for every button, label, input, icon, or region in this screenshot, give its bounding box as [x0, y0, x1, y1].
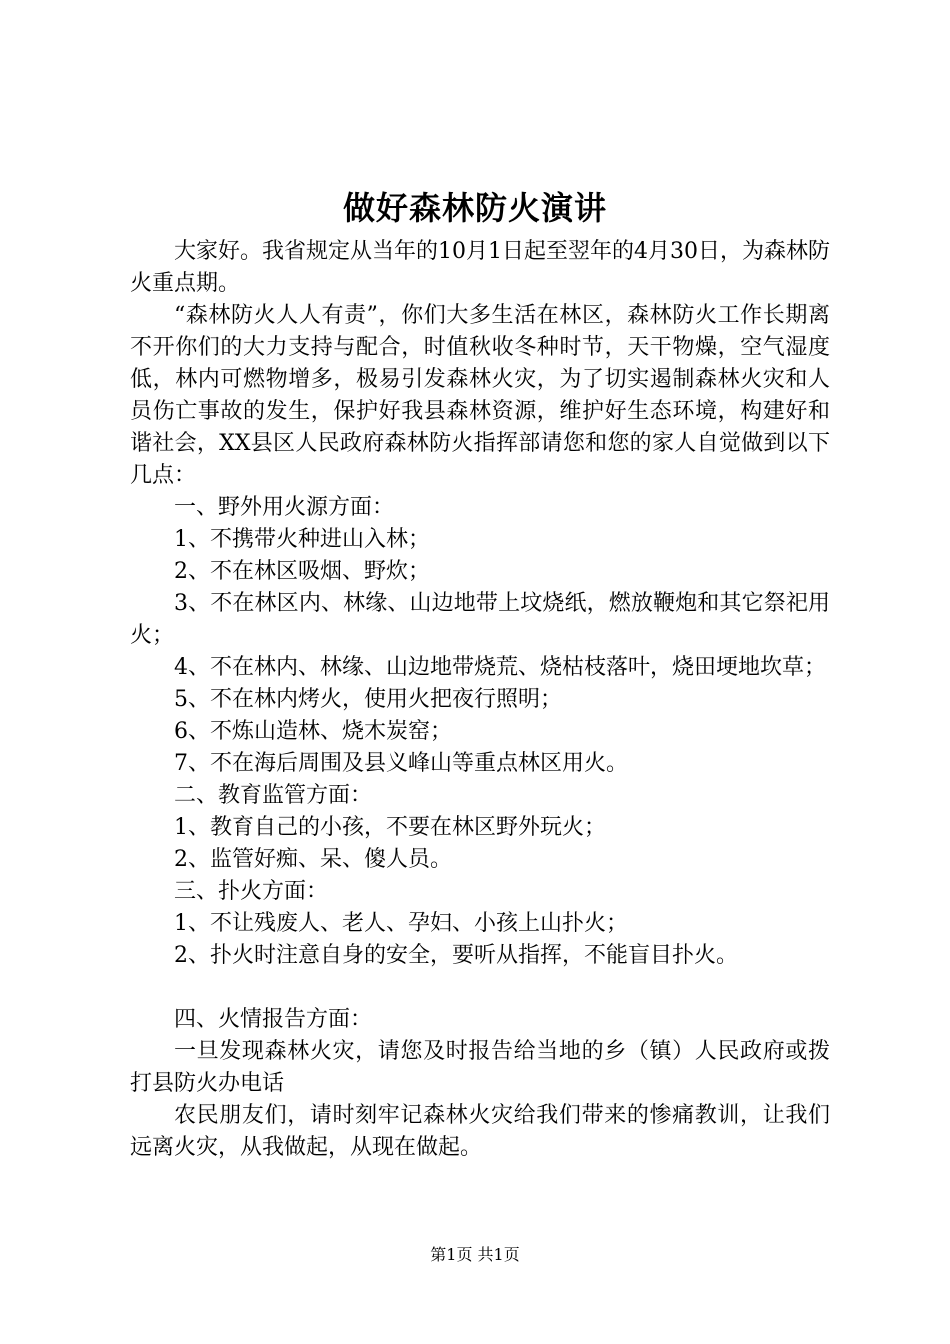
list-item: 5、不在林内烤火，使用火把夜行照明；: [174, 687, 562, 712]
list-item: 4、不在林内、林缘、山边地带烧荒、烧枯枝落叶，烧田埂地坎草；: [174, 655, 826, 680]
section-heading-education: 二、教育监管方面：: [174, 783, 373, 808]
section-heading-firefighting: 三、扑火方面：: [174, 879, 329, 904]
paragraph-closing: 农民朋友们，请时刻牢记森林火灾给我们带来的惨痛教训，让我们远离火灾，从我做起，从现在做起。: [130, 1103, 830, 1160]
list-item: 2、不在林区吸烟、野炊；: [174, 559, 430, 584]
list-item: 1、不让残废人、老人、孕妇、小孩上山扑火；: [174, 911, 628, 936]
list-item: 7、不在海后周围及县义峰山等重点林区用火。: [174, 751, 628, 776]
list-item: 6、不炼山造林、烧木炭窑；: [174, 719, 452, 744]
page-footer: 第1页 共1页: [430, 1245, 520, 1264]
list-item: 1、不携带火种进山入林；: [174, 527, 430, 552]
page-title: 做好森林防火演讲: [342, 189, 607, 227]
section-heading-fire-source: 一、野外用火源方面：: [174, 495, 395, 520]
list-item: 2、监管好痴、呆、傻人员。: [174, 847, 452, 872]
section-heading-fire-report: 四、火情报告方面：: [174, 1007, 373, 1032]
paragraph-intro: 大家好。我省规定从当年的10月1日起至翌年的4月30日，为森林防火重点期。: [130, 239, 831, 296]
list-item: 2、扑火时注意自身的安全，要听从指挥，不能盲目扑火。: [174, 943, 738, 968]
paragraph-report: 一旦发现森林火灾，请您及时报告给当地的乡（镇）人民政府或拨打县防火办电话: [130, 1039, 830, 1096]
document-body: [130, 236, 830, 1164]
list-item: 3、不在林区内、林缘、山边地带上坟烧纸，燃放鞭炮和其它祭祀用火；: [130, 591, 830, 648]
list-item: 1、教育自己的小孩，不要在林区野外玩火；: [174, 815, 606, 840]
paragraph-main: “森林防火人人有责”，你们大多生活在林区，森林防火工作长期离不开你们的大力支持与配合，时值秋收冬种时节，天干物燥，空气湿度低，林内可燃物增多，极易引发森林火灾，为了切实遏制森林火灾和人员伤亡事故的发生，保护好我县森林资源，维护好生态环境，构建好和谐社会，XX县区人民政府森林防火指挥部请您和您的家人自觉做到以下几点：: [130, 303, 830, 488]
